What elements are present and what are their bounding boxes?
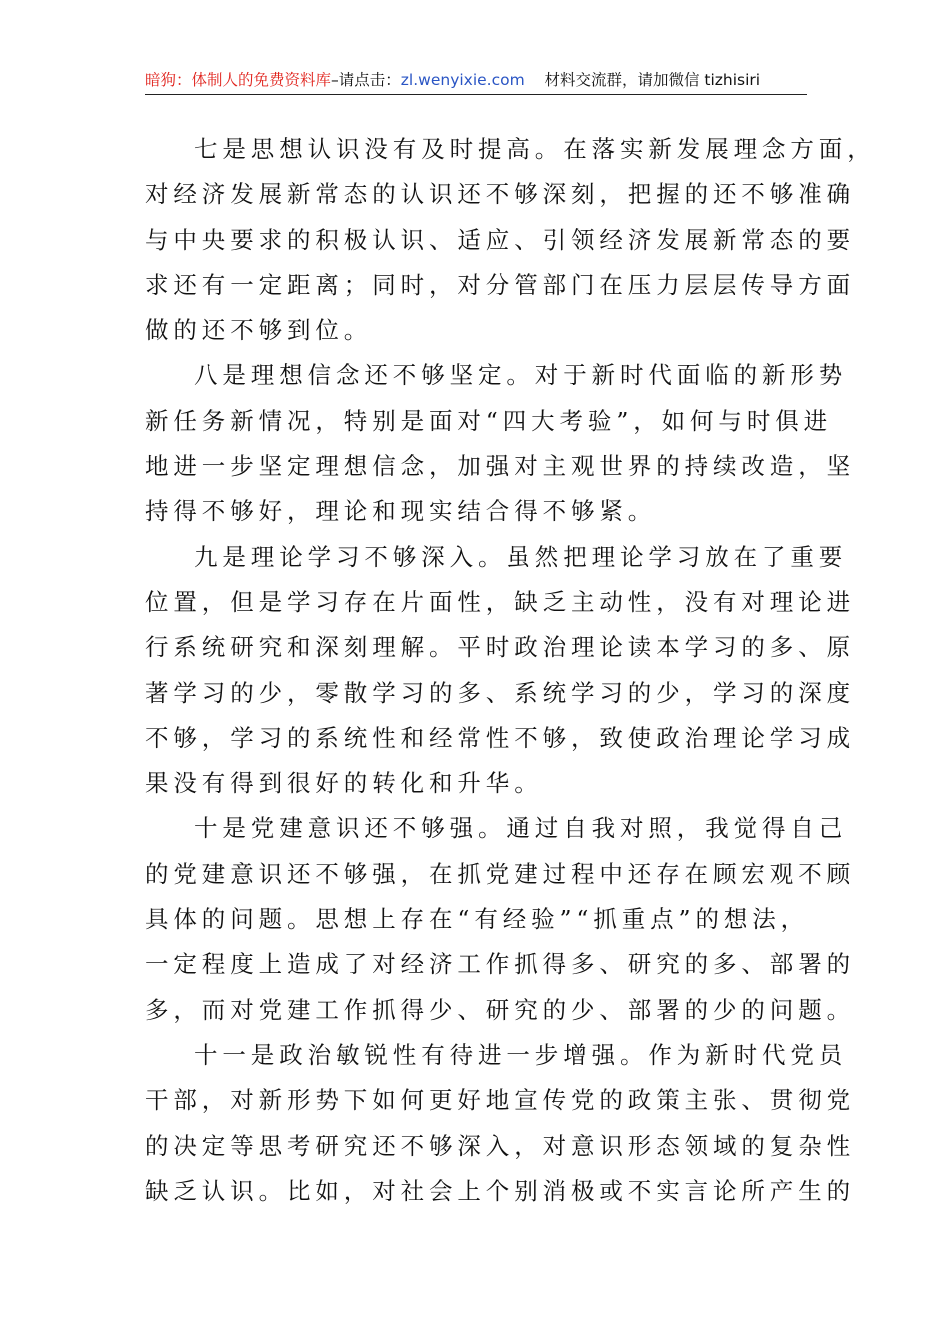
text-line: 持得不够好，理论和现实结合得不够紧。	[145, 497, 657, 526]
header-site-link[interactable]: zl.wenyixie.com	[400, 71, 525, 89]
text-line: 七是思想认识没有及时提高。在落实新发展理念方面，	[194, 135, 876, 163]
paragraph-7	[145, 127, 876, 353]
text-line: 十是党建意识还不够强。通过自我对照，我觉得自己	[194, 814, 848, 843]
header-site-title: 暗狗：体制人的免费资料库	[145, 71, 332, 89]
text-line: 一定程度上造成了对经济工作抓得多、研究的多、部署的	[145, 950, 855, 979]
text-line: 八是理想信念还不够坚定。对于新时代面临的新形势	[194, 361, 848, 390]
text-line: 做的还不够到位。	[145, 316, 373, 345]
text-line: 多，而对党建工作抓得少、研究的少、部署的少的问题。	[145, 995, 855, 1024]
paragraph-10	[145, 806, 855, 1032]
text-line: 干部，对新形势下如何更好地宣传党的政策主张、贯彻党	[145, 1086, 855, 1115]
text-line: 地进一步坚定理想信念，加强对主观世界的持续改造，坚	[145, 452, 855, 481]
paragraph-9	[145, 535, 855, 807]
text-line: 十一是政治敏锐性有待进一步增强。作为新时代党员	[194, 1040, 848, 1069]
text-line: 对经济发展新常态的认识还不够深刻，把握的还不够准确	[145, 180, 855, 209]
text-line: 不够，学习的系统性和经常性不够，致使政治理论学习成	[145, 723, 855, 752]
document-body	[145, 127, 876, 1214]
text-line: 九是理论学习不够深入。虽然把理论学习放在了重要	[194, 542, 848, 571]
text-line: 求还有一定距离；同时，对分管部门在压力层层传导方面	[145, 270, 855, 299]
paragraph-8	[145, 353, 855, 534]
header-wechat-note: 材料交流群，请加微信 tizhisiri	[544, 71, 761, 89]
text-line: 具体的问题。思想上存在“有经验”“抓重点”的想法，	[145, 905, 810, 934]
text-line: 与中央要求的积极认识、适应、引领经济发展新常态的要	[145, 225, 855, 254]
text-line: 行系统研究和深刻理解。平时政治理论读本学习的多、原	[145, 633, 855, 662]
page-header	[145, 66, 807, 95]
text-line: 的决定等思考研究还不够深入，对意识形态领域的复杂性	[145, 1131, 855, 1160]
header-click-prompt: –请点击：	[331, 71, 401, 89]
text-line: 果没有得到很好的转化和升华。	[145, 769, 543, 798]
text-line: 的党建意识还不够强，在抓党建过程中还存在顾宏观不顾	[145, 859, 855, 888]
text-line: 缺乏认识。比如，对社会上个别消极或不实言论所产生的	[145, 1176, 855, 1205]
text-line: 著学习的少，零散学习的多、系统学习的少，学习的深度	[145, 678, 855, 707]
paragraph-11	[145, 1033, 855, 1214]
text-line: 位置，但是学习存在片面性，缺乏主动性，没有对理论进	[145, 587, 855, 616]
text-line: 新任务新情况，特别是面对“四大考验”，如何与时俱进	[145, 406, 833, 435]
